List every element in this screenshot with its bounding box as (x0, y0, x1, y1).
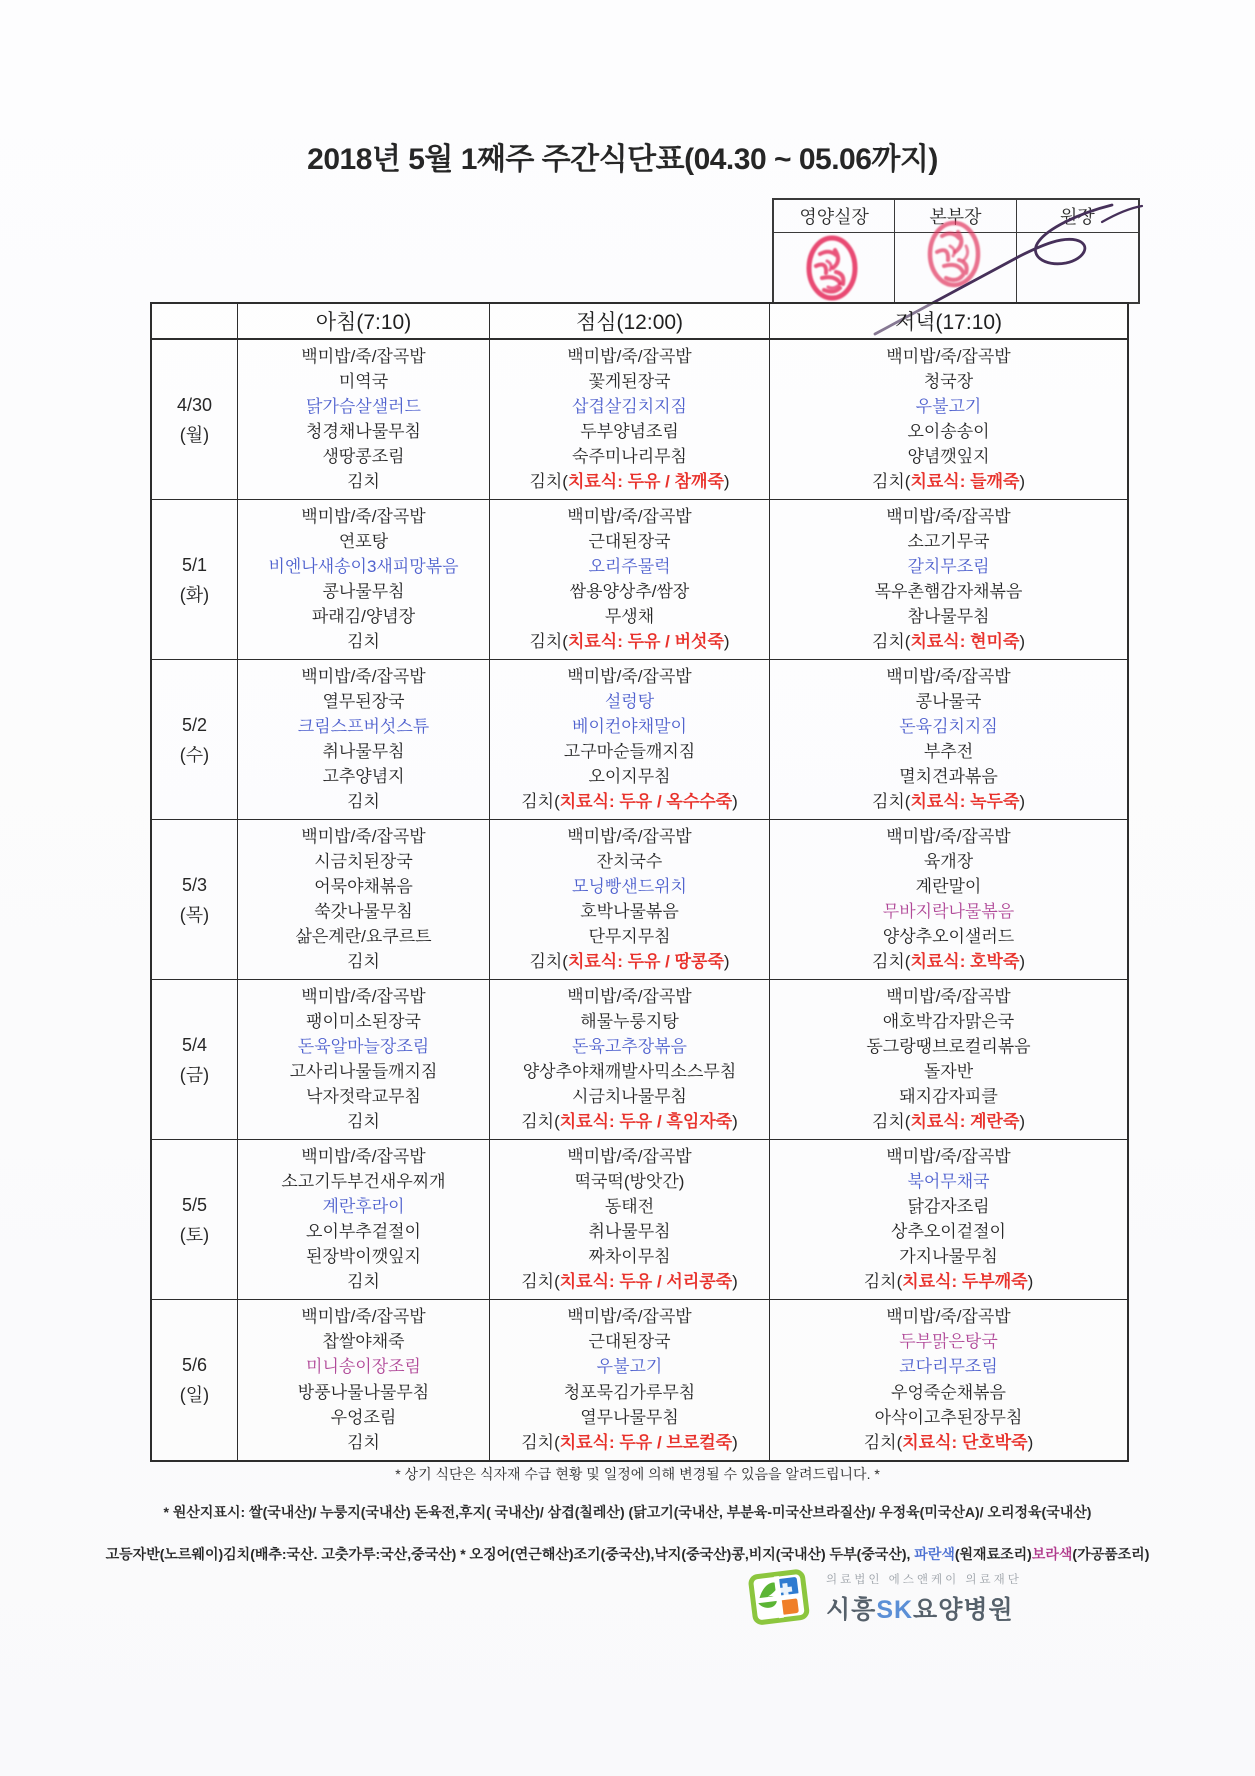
menu-item: 호박나물볶음 (580, 902, 679, 921)
menu-item: 백미밥/죽/잡곡밥 (567, 667, 692, 686)
menu-item: 우불고기 (915, 397, 982, 416)
treatment-diet-text: 치료식: 현미죽 (910, 632, 1020, 651)
menu-table-row (152, 1140, 1127, 1300)
date-cell (152, 820, 238, 980)
menu-item: 백미밥/죽/잡곡밥 (567, 347, 692, 366)
menu-item: 소고기두부건새우찌개 (281, 1172, 446, 1191)
kimchi-label: 김치( (871, 792, 911, 811)
menu-item: 고사리나물들깨지짐 (289, 1062, 438, 1081)
kimchi-treatment-item (529, 632, 729, 652)
date-cell (152, 1300, 238, 1460)
menu-item: 설렁탕 (604, 692, 655, 711)
treatment-diet-text: 치료식: 들깨죽 (910, 472, 1020, 491)
menu-item: 동태전 (604, 1197, 655, 1216)
menu-item: 생땅콩조림 (322, 447, 405, 466)
menu-item: 백미밥/죽/잡곡밥 (886, 987, 1011, 1006)
menu-item: 돈육김치지짐 (899, 717, 998, 736)
weekly-menu-table (150, 302, 1129, 1462)
date-label: 4/30 (176, 394, 213, 415)
menu-table-header-row (152, 304, 1127, 340)
meal-cell (770, 1300, 1127, 1460)
kimchi-treatment-item (872, 1112, 1025, 1132)
menu-item: 백미밥/죽/잡곡밥 (886, 507, 1011, 526)
weekday-label: (월) (179, 424, 210, 445)
weekday-label: (수) (179, 744, 210, 765)
menu-item: 취나물무침 (322, 742, 405, 761)
menu-item: 떡국떡(방앗간) (574, 1172, 685, 1191)
meal-cell (770, 980, 1127, 1140)
menu-item: 미니송이장조림 (306, 1357, 421, 1377)
menu-item: 방풍나물나물무침 (297, 1382, 430, 1402)
menu-item: 꽃게된장국 (588, 372, 671, 391)
menu-item: 북어무채국 (907, 1172, 990, 1191)
logo-name-part: 시흥 (826, 1595, 877, 1624)
menu-item: 김치 (347, 792, 380, 811)
approval-sign-cell (1017, 233, 1138, 302)
menu-item: 시금치나물무침 (572, 1087, 687, 1106)
menu-item: 백미밥/죽/잡곡밥 (567, 987, 692, 1006)
menu-item: 갈치무조림 (907, 557, 990, 576)
menu-item: 우엉조림 (330, 1407, 397, 1427)
menu-item: 콩나물국 (915, 692, 982, 711)
menu-item: 백미밥/죽/잡곡밥 (886, 1147, 1011, 1166)
menu-item: 백미밥/죽/잡곡밥 (886, 347, 1011, 366)
menu-item: 백미밥/죽/잡곡밥 (301, 827, 426, 846)
menu-item: 쑥갓나물무침 (314, 902, 413, 921)
menu-item: 짜차이무침 (588, 1247, 671, 1266)
kimchi-label-close: ) (1019, 952, 1026, 971)
menu-item: 백미밥/죽/잡곡밥 (886, 667, 1011, 686)
menu-item: 양상추야채깨발사믹소스무침 (522, 1062, 737, 1081)
menu-item: 연포탕 (338, 532, 389, 551)
kimchi-label-close: ) (732, 1112, 738, 1131)
kimchi-treatment-item (872, 952, 1025, 972)
kimchi-label: 김치( (529, 472, 568, 491)
kimchi-label: 김치( (871, 632, 911, 651)
menu-table-row (152, 820, 1127, 980)
origin-label-part: (원재료조리) (954, 1546, 1032, 1562)
menu-item: 청경채나물무침 (306, 422, 421, 441)
menu-item: 백미밥/죽/잡곡밥 (567, 1147, 692, 1166)
approval-header-division-head: 본부장 (895, 200, 1016, 233)
red-seal-stamp (922, 212, 986, 296)
hospital-logo (748, 1568, 1022, 1628)
menu-item: 낙자젓락교무침 (306, 1087, 421, 1106)
kimchi-label-close: ) (723, 632, 730, 651)
meal-cell (490, 1140, 770, 1300)
treatment-diet-text: 치료식: 두유 / 옥수수죽 (559, 792, 733, 811)
menu-item: 청포묵김가루무침 (563, 1382, 696, 1402)
menu-item: 목우촌햄감자채볶음 (874, 582, 1023, 601)
approval-header-nutrition-manager: 영양실장 (774, 200, 895, 233)
meal-cell (770, 500, 1127, 660)
meal-cell (770, 820, 1127, 980)
date-label: 5/3 (181, 874, 208, 895)
menu-item: 계란후라이 (322, 1197, 405, 1216)
menu-item: 고구마순들깨지짐 (563, 742, 696, 761)
red-seal-stamp (802, 228, 862, 308)
date-label: 5/4 (181, 1034, 208, 1055)
menu-item: 우불고기 (596, 1357, 663, 1377)
menu-item: 크림스프버섯스튜 (297, 717, 430, 736)
menu-item: 콩나물무침 (322, 582, 405, 601)
treatment-diet-text: 치료식: 호박죽 (910, 952, 1020, 971)
corner-cell (152, 304, 238, 340)
menu-item: 팽이미소된장국 (306, 1012, 421, 1031)
menu-item: 쌈용양상추/쌈장 (569, 582, 690, 601)
menu-item: 오리주물럭 (588, 557, 671, 576)
menu-item: 돈육고추장볶음 (572, 1037, 687, 1056)
meal-cell (238, 1140, 490, 1300)
treatment-diet-text: 치료식: 녹두죽 (910, 792, 1020, 811)
kimchi-label-close: ) (1019, 792, 1026, 811)
treatment-diet-text: 치료식: 두유 / 브로컬죽 (559, 1432, 733, 1452)
weekday-label: (금) (179, 1064, 210, 1085)
meal-cell (238, 1300, 490, 1460)
kimchi-label-close: ) (1019, 1112, 1026, 1131)
menu-item: 백미밥/죽/잡곡밥 (886, 827, 1011, 846)
date-label: 5/2 (181, 714, 208, 735)
menu-item: 김치 (347, 1272, 380, 1291)
menu-item: 소고기무국 (907, 532, 990, 551)
kimchi-label: 김치( (521, 792, 560, 811)
menu-table-row (152, 340, 1127, 500)
kimchi-label-close: ) (732, 1272, 738, 1291)
menu-item: 백미밥/죽/잡곡밥 (301, 347, 426, 366)
column-header-lunch: 점심(12:00) (490, 304, 770, 340)
change-notice: * 상기 식단은 식자재 수급 현황 및 일정에 의해 변경될 수 있음을 알려드립니다. * (395, 1466, 880, 1482)
menu-item: 찹쌀야채죽 (322, 1332, 405, 1352)
kimchi-treatment-item (521, 1272, 738, 1292)
menu-item: 미역국 (338, 372, 389, 391)
approval-header-director: 원장 (1017, 200, 1138, 233)
menu-item: 백미밥/죽/잡곡밥 (301, 667, 426, 686)
kimchi-label-close: ) (723, 472, 730, 491)
kimchi-label: 김치( (529, 632, 568, 651)
menu-item: 잔치국수 (596, 852, 663, 871)
origin-label-line-2 (20, 1544, 1235, 1564)
menu-item: 근대된장국 (588, 532, 671, 551)
menu-item: 닭감자조림 (907, 1197, 990, 1216)
column-header-breakfast: 아침(7:10) (238, 304, 490, 340)
treatment-diet-text: 치료식: 두유 / 참깨죽 (567, 472, 724, 491)
menu-item: 시금치된장국 (314, 852, 413, 871)
menu-table-body (152, 340, 1127, 1460)
menu-item: 김치 (347, 1432, 380, 1452)
menu-item: 열무나물무침 (580, 1407, 679, 1427)
menu-item: 베이컨야채말이 (572, 717, 687, 736)
kimchi-label: 김치( (863, 1272, 903, 1291)
origin-label-part: 보라색 (1031, 1546, 1073, 1562)
menu-item: 모닝빵샌드위치 (572, 877, 687, 896)
menu-table-row (152, 1300, 1127, 1460)
weekday-label: (목) (179, 904, 210, 925)
menu-item: 코다리무조림 (899, 1357, 998, 1377)
kimchi-label-close: ) (732, 1432, 738, 1452)
kimchi-treatment-item (521, 1112, 738, 1132)
menu-item: 파래김/양념장 (311, 607, 416, 626)
meal-cell (770, 340, 1127, 500)
menu-item: 닭가슴살샐러드 (306, 397, 421, 416)
kimchi-label: 김치( (529, 952, 568, 971)
menu-item: 백미밥/죽/잡곡밥 (301, 507, 426, 526)
kimchi-treatment-item (864, 1272, 1034, 1292)
kimchi-label-close: ) (1027, 1272, 1034, 1291)
menu-item: 양념깻잎지 (907, 447, 990, 466)
menu-item: 열무된장국 (322, 692, 405, 711)
meal-cell (490, 1300, 770, 1460)
meal-cell (238, 500, 490, 660)
meal-cell (490, 500, 770, 660)
menu-item: 고추양념지 (322, 767, 405, 786)
menu-item: 무생채 (604, 607, 655, 626)
meal-cell (490, 980, 770, 1140)
meal-cell (770, 1140, 1127, 1300)
meal-cell (238, 340, 490, 500)
menu-item: 참나물무침 (907, 607, 990, 626)
menu-item: 돼지감자피클 (899, 1087, 998, 1106)
menu-item: 무바지락나물볶음 (882, 902, 1015, 921)
meal-cell (490, 820, 770, 980)
date-label: 5/5 (181, 1194, 208, 1215)
menu-item: 김치 (347, 1112, 380, 1131)
menu-table-row (152, 980, 1127, 1140)
kimchi-label-close: ) (1019, 472, 1026, 491)
kimchi-treatment-item (872, 792, 1025, 812)
weekday-label: (일) (179, 1385, 210, 1405)
treatment-diet-text: 치료식: 두유 / 서리콩죽 (559, 1272, 733, 1291)
logo-name-part: 요양병원 (913, 1595, 1014, 1624)
date-cell (152, 980, 238, 1140)
kimchi-label: 김치( (871, 1112, 911, 1131)
kimchi-treatment-item (872, 472, 1025, 492)
kimchi-label: 김치( (863, 1432, 903, 1452)
kimchi-treatment-item (529, 952, 729, 972)
treatment-diet-text: 치료식: 두유 / 버섯죽 (567, 632, 724, 651)
menu-item: 김치 (347, 952, 380, 971)
meal-cell (238, 980, 490, 1140)
date-label: 5/1 (181, 554, 208, 575)
menu-item: 우엉죽순채볶음 (891, 1382, 1006, 1402)
kimchi-label-close: ) (723, 952, 730, 971)
menu-item: 백미밥/죽/잡곡밥 (567, 1307, 692, 1327)
meal-cell (238, 660, 490, 820)
treatment-diet-text: 치료식: 단호박죽 (902, 1432, 1028, 1452)
menu-item: 돌자반 (923, 1062, 974, 1081)
kimchi-treatment-item (529, 472, 729, 492)
origin-label-part: 고등자반(노르웨이)김치(배추:국산. 고춧가루:국산,중국산) * 오징어(연근해산)조기(중국산),낙지(중국산)콩,비지(국내산) 두부(중국산), (105, 1546, 915, 1562)
menu-item: 해물누룽지탕 (580, 1012, 679, 1031)
menu-item: 양상추오이샐러드 (882, 927, 1015, 946)
menu-item: 가지나물무침 (899, 1247, 998, 1266)
menu-item: 오이송송이 (907, 422, 990, 441)
menu-item: 백미밥/죽/잡곡밥 (301, 987, 426, 1006)
origin-label-part: 파란색 (914, 1546, 955, 1562)
date-cell (152, 500, 238, 660)
origin-label-part: (가공품조리) (1072, 1546, 1150, 1562)
logo-name-part: SK (876, 1595, 914, 1624)
menu-item: 애호박감자맑은국 (882, 1012, 1015, 1031)
treatment-diet-text: 치료식: 두유 / 흑임자죽 (559, 1112, 733, 1131)
treatment-diet-text: 치료식: 계란죽 (910, 1112, 1020, 1131)
menu-table-row (152, 500, 1127, 660)
kimchi-treatment-item (521, 1433, 738, 1453)
menu-item: 백미밥/죽/잡곡밥 (567, 507, 692, 526)
menu-item: 멸치견과볶음 (899, 767, 998, 786)
menu-item: 상추오이겉절이 (891, 1222, 1006, 1241)
meal-cell (770, 660, 1127, 820)
column-header-dinner: 저녁(17:10) (770, 304, 1127, 340)
menu-item: 오이지무침 (588, 767, 671, 786)
menu-item: 육개장 (923, 852, 974, 871)
menu-item: 아삭이고추된장무침 (874, 1407, 1023, 1427)
menu-item: 삶은계란/요쿠르트 (295, 927, 432, 946)
origin-label-line-1: * 원산지표시: 쌀(국내산)/ 누룽지(국내산) 돈육전,후지( 국내산)/ 삼겹(칠레산) (닭고기(국내산, 부분육-미국산브라질산)/ 우정육(미국산A)/ 오리정육(국내산) (163, 1504, 1092, 1520)
date-label: 5/6 (181, 1355, 208, 1375)
menu-item: 청국장 (923, 372, 974, 391)
kimchi-label-close: ) (732, 792, 738, 811)
meal-cell (238, 820, 490, 980)
meal-cell (490, 660, 770, 820)
menu-item: 계란말이 (915, 877, 982, 896)
menu-item: 백미밥/죽/잡곡밥 (886, 1307, 1011, 1327)
kimchi-label: 김치( (871, 952, 911, 971)
menu-item: 두부맑은탕국 (899, 1332, 998, 1352)
menu-table-row (152, 660, 1127, 820)
treatment-diet-text: 치료식: 두부깨죽 (902, 1272, 1028, 1291)
kimchi-label-close: ) (1019, 632, 1026, 651)
date-cell (152, 660, 238, 820)
meal-cell (490, 340, 770, 500)
kimchi-label: 김치( (871, 472, 911, 491)
date-cell (152, 340, 238, 500)
page-title: 2018년 5월 1째주 주간식단표(04.30 ~ 05.06까지) (307, 143, 938, 176)
menu-item: 김치 (347, 632, 380, 651)
menu-item: 단무지무침 (588, 927, 671, 946)
menu-item: 어묵야채볶음 (314, 877, 413, 896)
kimchi-label-close: ) (1027, 1432, 1034, 1452)
weekday-label: (화) (179, 584, 210, 605)
menu-item: 동그랑땡브로컬리볶음 (866, 1037, 1031, 1056)
menu-item: 부추전 (923, 742, 974, 761)
logo-name-text (826, 1590, 1022, 1626)
menu-item: 된장박이깻잎지 (306, 1247, 421, 1266)
logo-org-text: 의료법인 에스앤케이 의료재단 (826, 1573, 1022, 1586)
date-cell (152, 1140, 238, 1300)
kimchi-label: 김치( (521, 1432, 560, 1452)
menu-item: 취나물무침 (588, 1222, 671, 1241)
kimchi-label: 김치( (521, 1272, 560, 1291)
menu-item: 백미밥/죽/잡곡밥 (567, 827, 692, 846)
treatment-diet-text: 치료식: 두유 / 땅콩죽 (567, 952, 724, 971)
kimchi-treatment-item (864, 1433, 1034, 1453)
weekday-label: (토) (179, 1224, 210, 1245)
kimchi-treatment-item (521, 792, 738, 812)
menu-item: 오이부추겉절이 (306, 1222, 421, 1241)
menu-item: 근대된장국 (588, 1332, 671, 1352)
menu-item: 삽겹살김치지짐 (572, 397, 687, 416)
menu-item: 두부양념조림 (580, 422, 679, 441)
menu-item: 백미밥/죽/잡곡밥 (301, 1307, 426, 1327)
menu-item: 비엔나새송이3새피망볶음 (268, 557, 459, 576)
menu-item: 숙주미나리무침 (572, 447, 687, 466)
menu-item: 김치 (347, 472, 380, 491)
menu-item: 백미밥/죽/잡곡밥 (301, 1147, 426, 1166)
menu-item: 돈육알마늘장조림 (297, 1037, 430, 1056)
hospital-logo-icon (748, 1568, 812, 1628)
kimchi-label: 김치( (521, 1112, 560, 1131)
kimchi-treatment-item (872, 632, 1025, 652)
